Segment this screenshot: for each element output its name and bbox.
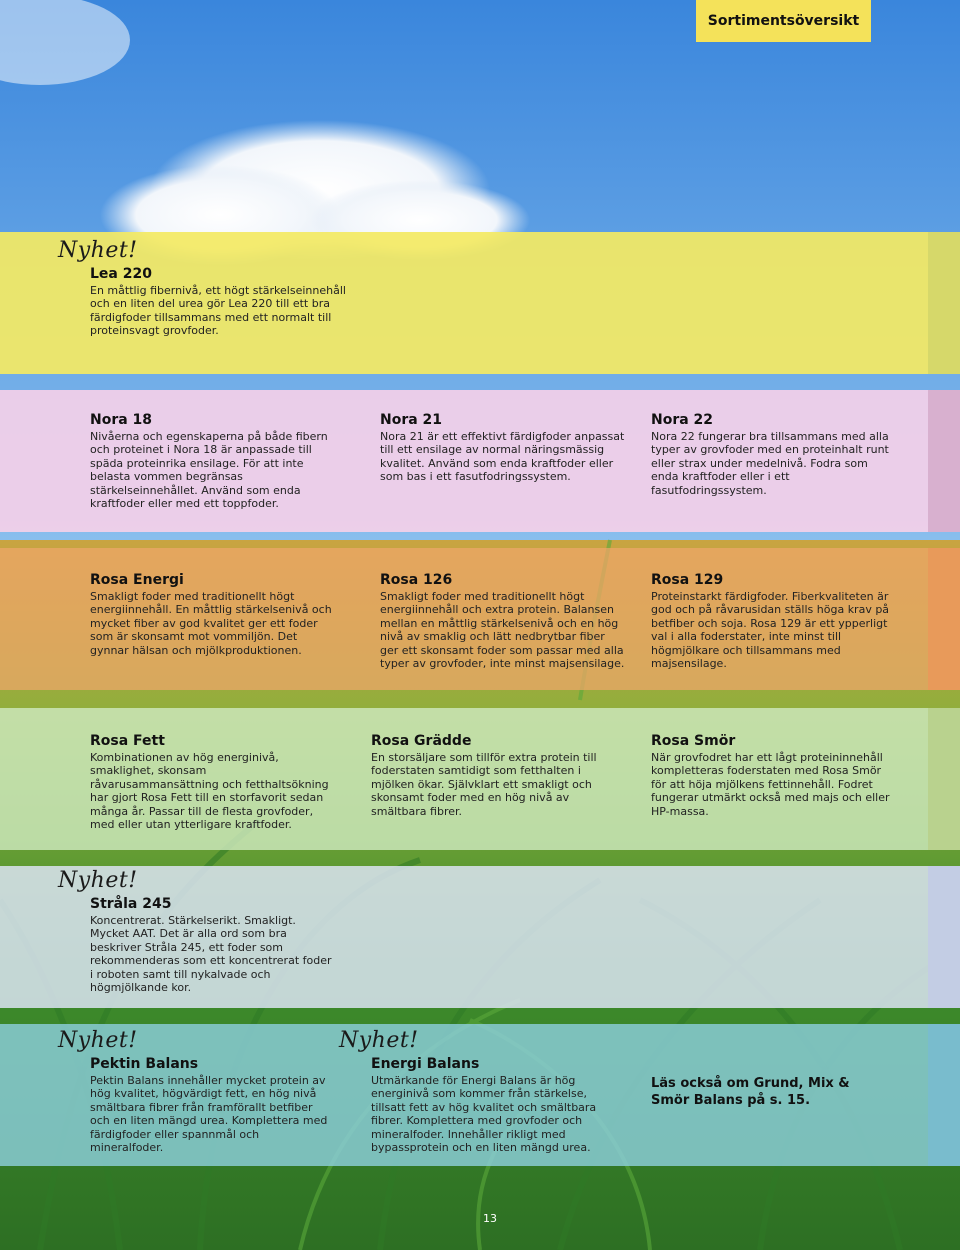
new-badge: Nyhet! [58,868,138,893]
new-badge: Nyhet! [339,1028,419,1053]
product-nora-22 [651,412,896,497]
product-description: Nora 21 är ett effektivt färdigfoder anpassat till ett ensilage av normal näringsmässig kvalitet. Använd som enda kraftfoder eller som bas i ett fasutfodringssystem. [380,430,625,484]
product-rosa-fett [90,733,330,831]
product-description: Smakligt foder med traditionellt högt energiinnehåll och extra protein. Balansen mellan en måttlig stärkelsenivå och en hög nivå av smaklig och lätt nedbrytbar fiber ger ett skonsamt foder som passar med alla typer av grovfoder, inte minst majsensilage. [380,590,625,671]
product-description: Pektin Balans innehåller mycket protein av hög kvalitet, högvärdigt fett, en hög nivå smältbara fibrer från framförallt betfiber och en liten mängd urea. Komplettera med färdigfoder eller spannmål och mineralfoder. [90,1074,328,1155]
read-more-note: Läs också om Grund, Mix & Smör Balans på s. 15. [651,1076,850,1108]
product-title: Energi Balans [371,1056,480,1072]
product-title: Nora 21 [380,412,443,428]
product-description: Nivåerna och egenskaperna på både fibern och proteinet i Nora 18 är anpassade till späda proteinrika ensilage. För att inte belasta vommen begränsas stärkelseinnehållet. Använd som enda kraftfoder eller med ett toppfoder. [90,430,328,511]
page-number: 13 [483,1212,497,1225]
product-description: Smakligt foder med traditionellt högt energiinnehåll. En måttlig stärkelsenivå och mycket fiber av god kvalitet ger ett foder som är skonsamt mot vommiljön. Det gynnar hälsan och mjölkproduktionen. [90,590,332,657]
section-tag: Sortimentsöversikt [696,0,871,42]
product-rosa-129 [651,572,896,670]
product-title: Pektin Balans [90,1056,199,1072]
product-nora-21 [380,412,625,484]
product-description: Kombinationen av hög energinivå, smaklighet, skonsam råvarusammansättning och fetthaltsökning har gjort Rosa Fett till en storfavorit sedan många år. Passar till de flesta grovfoder, med eller utan ytterligare kraftfoder. [90,751,329,832]
product-title: Rosa Smör [651,733,736,749]
product-title: Rosa 129 [651,572,724,588]
product-title: Stråla 245 [90,896,172,912]
product-nora-18 [90,412,330,510]
product-description: Proteinstarkt färdigfoder. Fiberkvaliteten är god och på råvarusidan ställs höga krav på betfiber och soja. Rosa 129 är ett ypperligt val i alla foderstater, inte minst till högmjölkare och tillsammans med majsensilage. [651,590,890,671]
product-lea-220 [58,238,360,338]
new-badge: Nyhet! [58,1028,138,1053]
product-description: Utmärkande för Energi Balans är hög energinivå som kommer från stärkelse, tillsatt fett av hög kvalitet och smältbara fibrer. Komplettera med grovfoder och mineralfoder. Innehåller rikligt med bypassprotein och en liten mängd urea. [371,1074,597,1155]
product-description: När grovfodret har ett lågt proteininnehåll kompletteras foderstaten med Rosa Smör för att höja mjölkens fettinnehåll. Fodret fungerar utmärkt också med majs och eller HP-massa. [651,751,890,818]
new-badge: Nyhet! [58,238,138,263]
product-title: Rosa Fett [90,733,165,749]
product-pektin-balans [58,1028,330,1155]
product-description: En storsäljare som tillför extra protein till foderstaten samtidigt som fetthalten i mjölken ökar. Självklart ett smakligt och skonsamt foder med en hög nivå av smältbara fibrer. [371,751,597,818]
product-rosa-energi [90,572,335,657]
product-description: Koncentrerat. Stärkelserikt. Smakligt. Mycket AAT. Det är alla ord som bra beskriver Stråla 245, ett foder som rekommenderas som ett koncentrerat foder i roboten samt till nykalvade och högmjölkande kor. [90,914,332,995]
product-title: Rosa Grädde [371,733,472,749]
product-rosa-126 [380,572,625,670]
product-strala-245 [58,868,335,995]
product-rosa-gradde [371,733,616,818]
product-description: En måttlig fibernivå, ett högt stärkelseinnehåll och en liten del urea gör Lea 220 till ett bra färdigfoder tillsammans med ett normalt till proteinsvagt grovfoder. [90,284,346,338]
product-rosa-smor [651,733,896,818]
product-title: Nora 22 [651,412,714,428]
product-title: Rosa 126 [380,572,453,588]
product-description: Nora 22 fungerar bra tillsammans med alla typer av grovfoder med en proteinhalt runt eller strax under medelnivå. Fodra som enda kraftfoder eller i ett fasutfodringssystem. [651,430,889,497]
product-title: Nora 18 [90,412,153,428]
product-energi-balans [339,1028,616,1155]
product-title: Lea 220 [90,266,152,282]
product-title: Rosa Energi [90,572,184,588]
